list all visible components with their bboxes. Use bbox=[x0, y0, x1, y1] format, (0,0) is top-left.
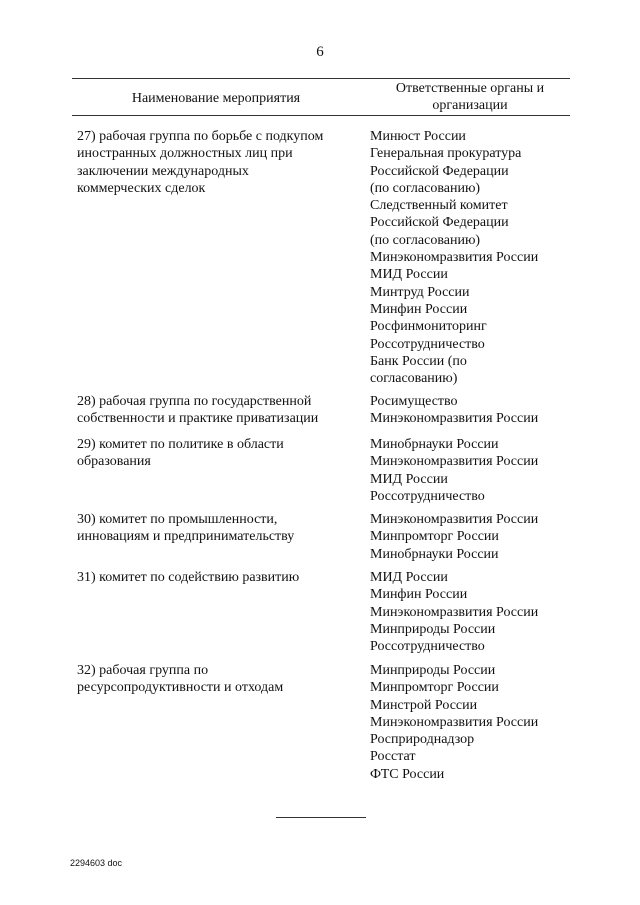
event-name-line: заключении международных bbox=[77, 163, 249, 179]
event-name-line: 30) комитет по промышленности, bbox=[77, 512, 278, 527]
org-item: Минстрой России bbox=[370, 697, 478, 713]
event-name-line: коммерческих сделок bbox=[77, 180, 206, 196]
event-name-line: инновациям и предпринимательству bbox=[77, 529, 295, 545]
org-item: Минтруд России bbox=[370, 284, 470, 300]
org-item: МИД России bbox=[370, 471, 448, 487]
org-item: Минпромторг России bbox=[370, 529, 499, 545]
page-number: 6 bbox=[316, 44, 324, 60]
org-item: Банк России (по bbox=[370, 353, 467, 369]
org-item: МИД России bbox=[370, 267, 448, 283]
org-item: Росстат bbox=[370, 749, 416, 765]
event-name bbox=[77, 662, 362, 697]
org-item: Минфин России bbox=[370, 301, 468, 317]
header-right-line: Ответственные органы и bbox=[395, 81, 545, 96]
responsible-orgs bbox=[370, 393, 570, 428]
org-item: Минэкономразвития России bbox=[370, 714, 539, 730]
event-name-line: ресурсопродуктивности и отходам bbox=[77, 680, 284, 696]
org-item: Минэкономразвития России bbox=[370, 250, 539, 266]
org-item: Минэкономразвития России bbox=[370, 512, 539, 527]
header-responsible-orgs bbox=[370, 80, 570, 114]
org-item: МИД России bbox=[370, 570, 448, 585]
event-name-line: 27) рабочая группа по борьбе с подкупом bbox=[77, 129, 324, 144]
event-name-line: 29) комитет по политике в области bbox=[77, 437, 284, 452]
event-name-line: собственности и практике приватизации bbox=[77, 411, 319, 427]
org-item: Минэкономразвития России bbox=[370, 454, 539, 470]
event-name-line: 28) рабочая группа по государственной bbox=[77, 394, 312, 409]
org-item: Российской Федерации bbox=[370, 215, 509, 231]
org-item: Минфин России bbox=[370, 587, 468, 603]
event-name-line: 32) рабочая группа по bbox=[77, 663, 209, 678]
org-item: Генеральная прокуратура bbox=[370, 146, 522, 162]
org-item: Росимущество bbox=[370, 394, 458, 409]
org-item: Россотрудничество bbox=[370, 336, 485, 352]
org-item: Следственный комитет bbox=[370, 198, 508, 214]
footer-rule bbox=[276, 817, 366, 818]
org-item: Российской Федерации bbox=[370, 163, 509, 179]
org-item: Минприроды России bbox=[370, 621, 496, 637]
event-name bbox=[77, 511, 362, 546]
event-name bbox=[77, 393, 362, 428]
org-item: Минобрнауки России bbox=[370, 437, 499, 452]
org-item: Минобрнауки России bbox=[370, 546, 499, 562]
responsible-orgs bbox=[370, 128, 570, 387]
responsible-orgs bbox=[370, 436, 570, 505]
org-item: Минприроды России bbox=[370, 663, 496, 678]
org-item: Россотрудничество bbox=[370, 639, 485, 655]
document-id: 2294603 doc bbox=[70, 858, 123, 868]
org-item: Минюст России bbox=[370, 129, 466, 144]
org-item: (по согласованию) bbox=[370, 232, 481, 248]
event-name-line: образования bbox=[77, 454, 151, 470]
org-item: (по согласованию) bbox=[370, 180, 481, 196]
event-name bbox=[77, 128, 362, 197]
org-item: Россотрудничество bbox=[370, 488, 485, 504]
event-name-line: иностранных должностных лиц при bbox=[77, 146, 293, 162]
org-item: Минэкономразвития России bbox=[370, 604, 539, 620]
event-name bbox=[77, 569, 362, 586]
header-event-name: Наименование мероприятия bbox=[131, 91, 301, 106]
event-name bbox=[77, 436, 362, 471]
header-right-line: организации bbox=[432, 98, 508, 113]
responsible-orgs bbox=[370, 569, 570, 655]
responsible-orgs bbox=[370, 511, 570, 563]
org-item: Росфинмониторинг bbox=[370, 319, 487, 335]
org-item: согласованию) bbox=[370, 371, 458, 387]
org-item: Минэкономразвития России bbox=[370, 411, 539, 427]
org-item: ФТС России bbox=[370, 766, 445, 782]
org-item: Росприроднадзор bbox=[370, 732, 475, 748]
table-top-rule bbox=[72, 78, 570, 79]
table-header-rule bbox=[72, 115, 570, 116]
responsible-orgs bbox=[370, 662, 570, 783]
event-name-line: 31) комитет по содействию развитию bbox=[77, 570, 300, 585]
org-item: Минпромторг России bbox=[370, 680, 499, 696]
